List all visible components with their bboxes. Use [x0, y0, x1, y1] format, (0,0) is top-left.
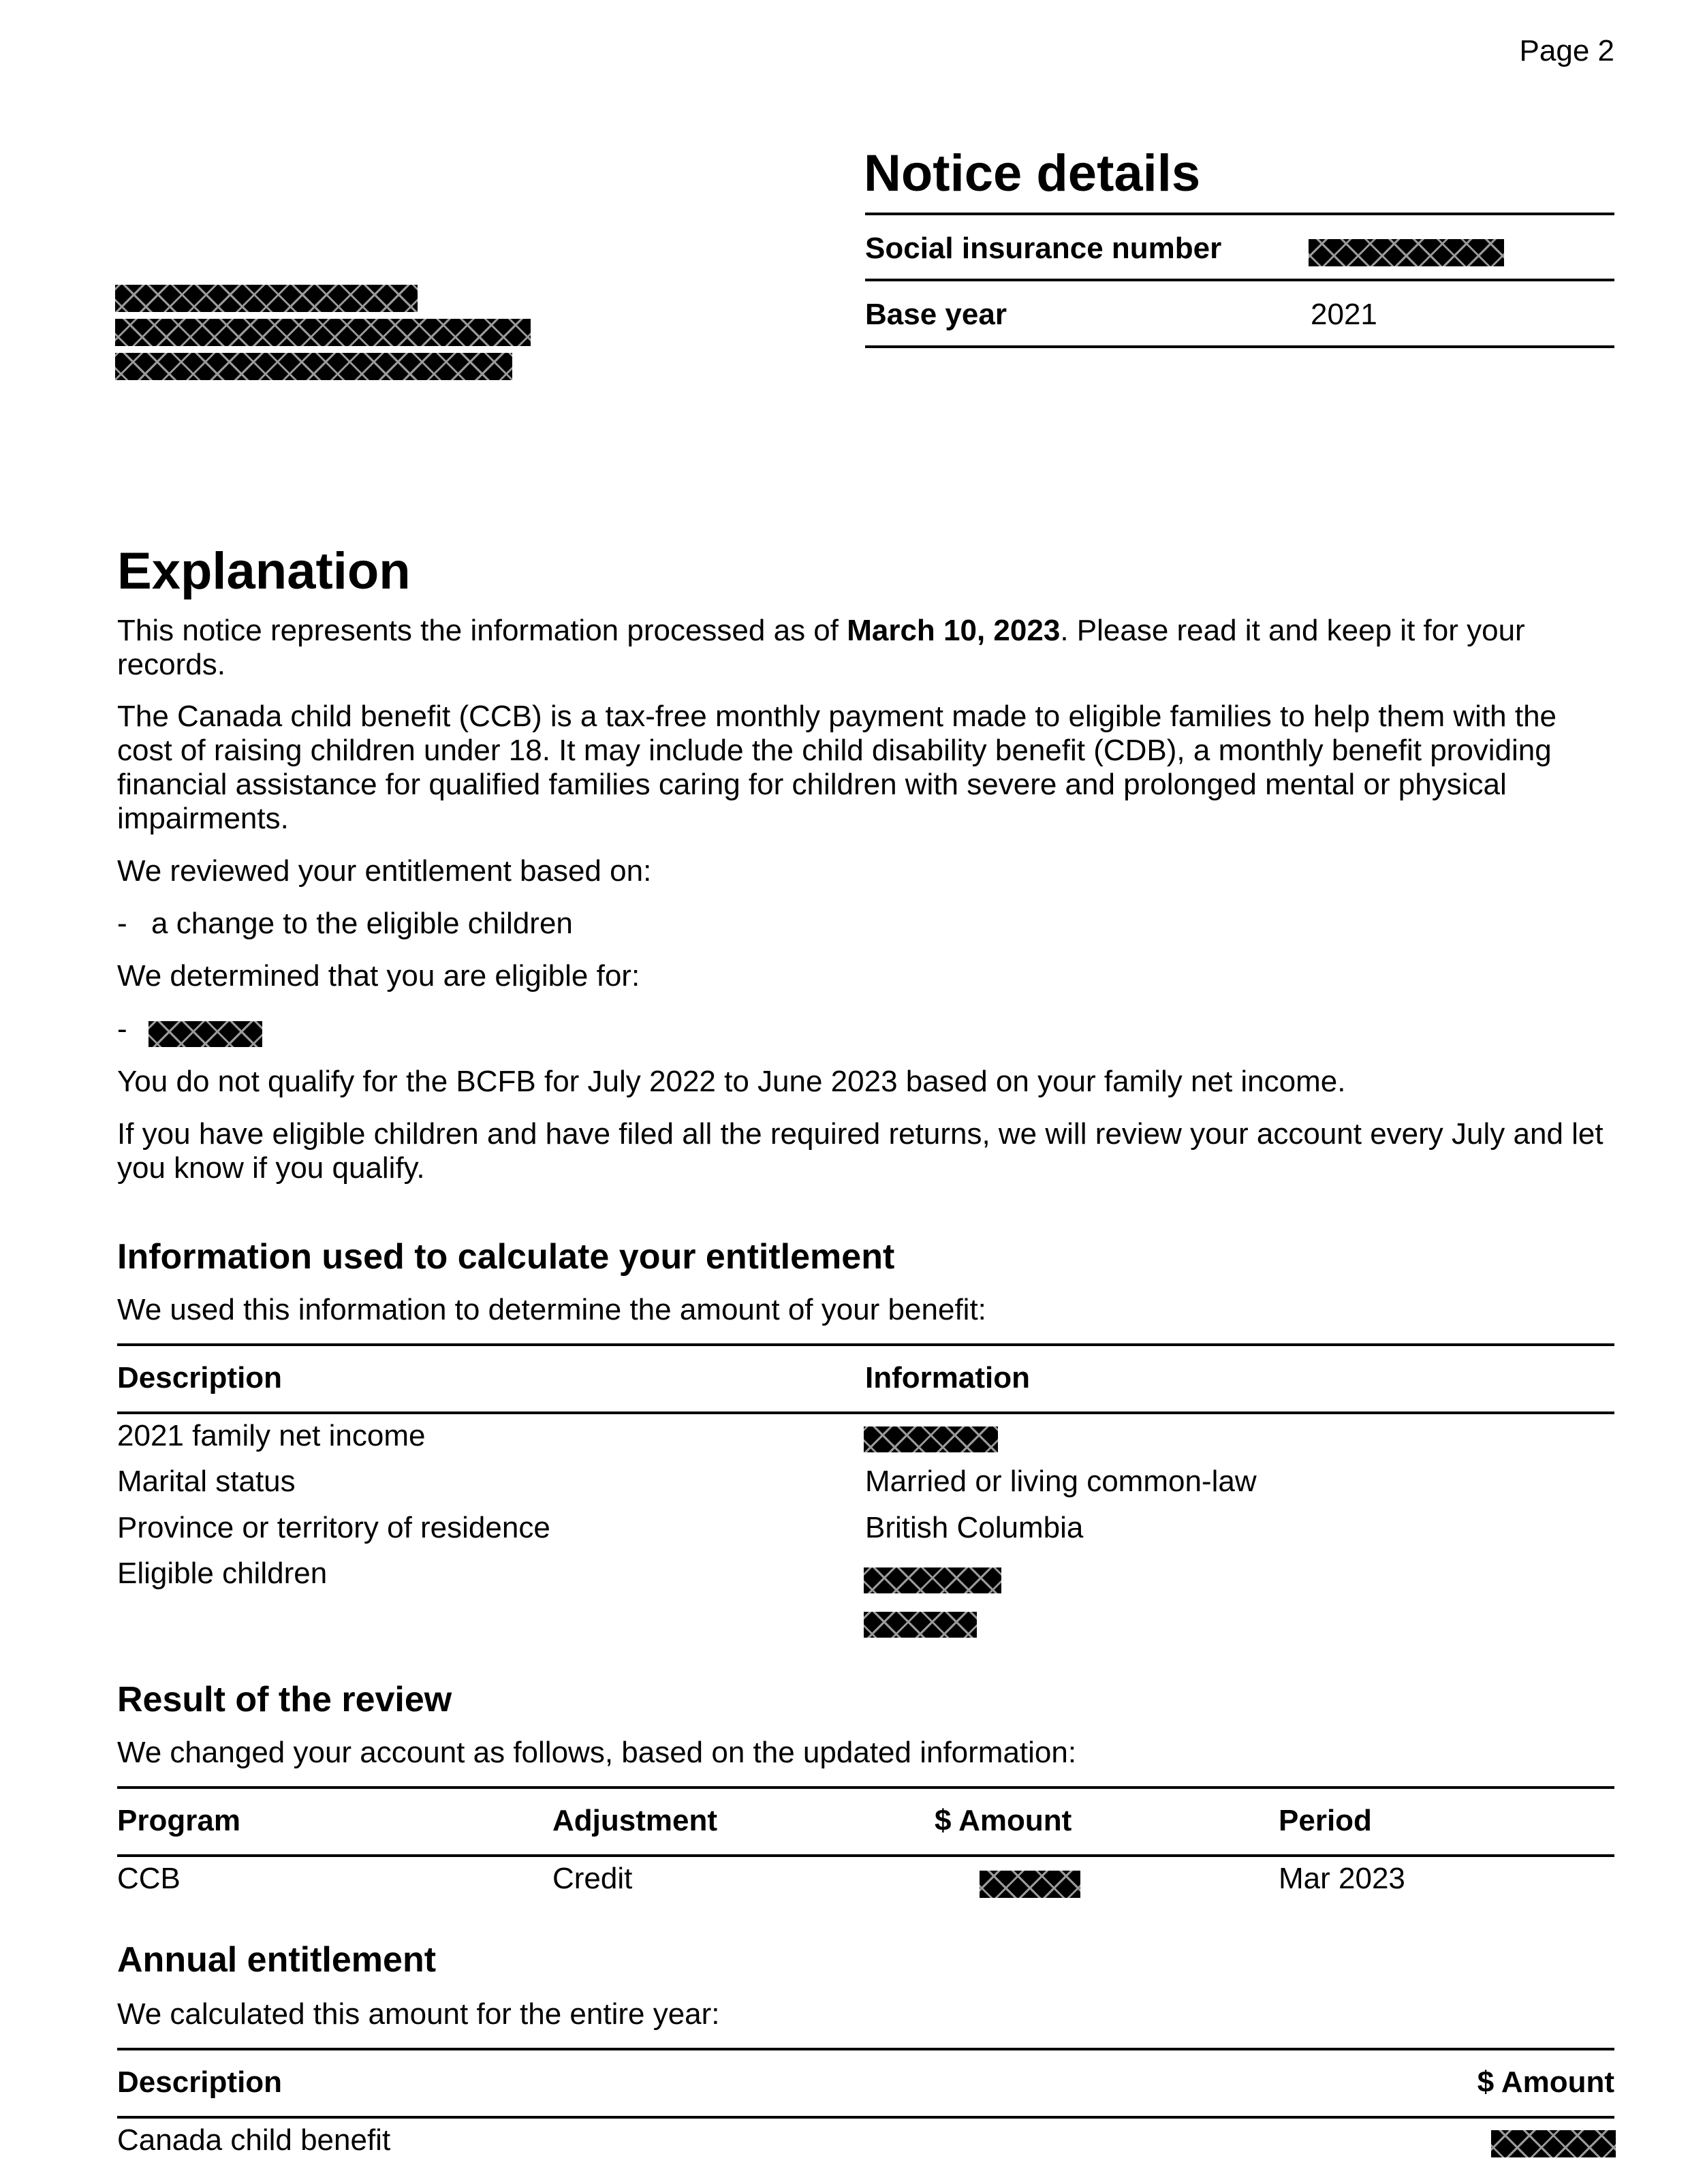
info-row-description: Marital status: [117, 1465, 296, 1498]
annual-section-title: Annual entitlement: [117, 1940, 437, 1980]
col-description: Description: [117, 2065, 283, 2099]
notice-details-title: Notice details: [864, 144, 1201, 202]
col-amount: $ Amount: [1477, 2065, 1614, 2099]
info-row-description: Eligible children: [117, 1557, 328, 1590]
divider: [865, 213, 1614, 215]
bcfb-note: You do not qualify for the BCFB for July 2022 to June 2023 based on your family net income.: [117, 1065, 1346, 1098]
divider: [117, 2116, 1614, 2119]
annual-section-intro: We calculated this amount for the entire year:: [117, 1997, 720, 2031]
divider: [117, 1854, 1614, 1857]
review-basis-intro: We reviewed your entitlement based on:: [117, 854, 652, 888]
info-row-description: 2021 family net income: [117, 1419, 426, 1452]
family-net-income-redacted: [864, 1426, 998, 1452]
col-adjustment: Adjustment: [552, 1804, 717, 1837]
eligible-child-redacted: [864, 1612, 977, 1638]
explanation-intro: This notice represents the information processed as of March 10, 2023. Please read it and keep it for your records.: [117, 614, 1525, 681]
divider: [117, 1786, 1614, 1789]
col-period: Period: [1279, 1804, 1372, 1837]
processed-date: March 10, 2023: [847, 614, 1061, 647]
info-section-intro: We used this information to determine the amount of your benefit:: [117, 1293, 986, 1326]
result-program: CCB: [117, 1862, 181, 1895]
ccb-description: The Canada child benefit (CCB) is a tax-free monthly payment made to eligible families to help them with the cost of raising children under 18. It may include the child disability benefit (CDB), a monthly benefit providing financial assistance for qualified families caring for children with severe and prolonged mental or physical impairments.: [117, 700, 1557, 835]
col-program: Program: [117, 1804, 240, 1837]
result-period: Mar 2023: [1279, 1862, 1405, 1895]
info-row-description: Province or territory of residence: [117, 1511, 550, 1544]
annual-row-description: Canada child benefit: [117, 2123, 391, 2157]
divider: [865, 345, 1614, 348]
eligible-program-redacted: [148, 1021, 262, 1047]
result-section-intro: We changed your account as follows, based on the updated information:: [117, 1736, 1077, 1769]
explanation-title: Explanation: [117, 542, 411, 600]
review-basis-item: a change to the eligible children: [151, 907, 573, 940]
sin-label: Social insurance number: [865, 232, 1222, 265]
result-amount-redacted: [980, 1871, 1080, 1898]
address-line-redacted: [115, 319, 531, 346]
col-amount: $ Amount: [935, 1804, 1072, 1837]
bullet-dash: -: [117, 1012, 127, 1046]
divider: [865, 279, 1614, 281]
annual-review-note: If you have eligible children and have filed all the required returns, we will review your account every July and let you know if you qualify.: [117, 1117, 1604, 1185]
address-line-redacted: [115, 285, 418, 312]
eligibility-intro: We determined that you are eligible for:: [117, 959, 640, 993]
col-description: Description: [117, 1361, 283, 1394]
result-section-title: Result of the review: [117, 1680, 452, 1719]
page-number: Page 2: [1519, 34, 1614, 67]
base-year-value: 2021: [1311, 298, 1377, 331]
annual-amount-redacted: [1491, 2130, 1616, 2157]
col-information: Information: [865, 1361, 1030, 1394]
divider: [117, 1411, 1614, 1414]
info-row-information: Married or living common-law: [865, 1465, 1257, 1498]
info-section-title: Information used to calculate your entitlement: [117, 1237, 895, 1277]
bullet-dash: -: [117, 907, 127, 940]
sin-redacted: [1309, 239, 1504, 266]
eligible-child-redacted: [864, 1567, 1001, 1593]
base-year-label: Base year: [865, 298, 1007, 331]
address-line-redacted: [115, 353, 512, 380]
divider: [117, 1343, 1614, 1346]
divider: [117, 2048, 1614, 2050]
info-row-information: British Columbia: [865, 1511, 1084, 1544]
result-adjustment: Credit: [552, 1862, 633, 1895]
